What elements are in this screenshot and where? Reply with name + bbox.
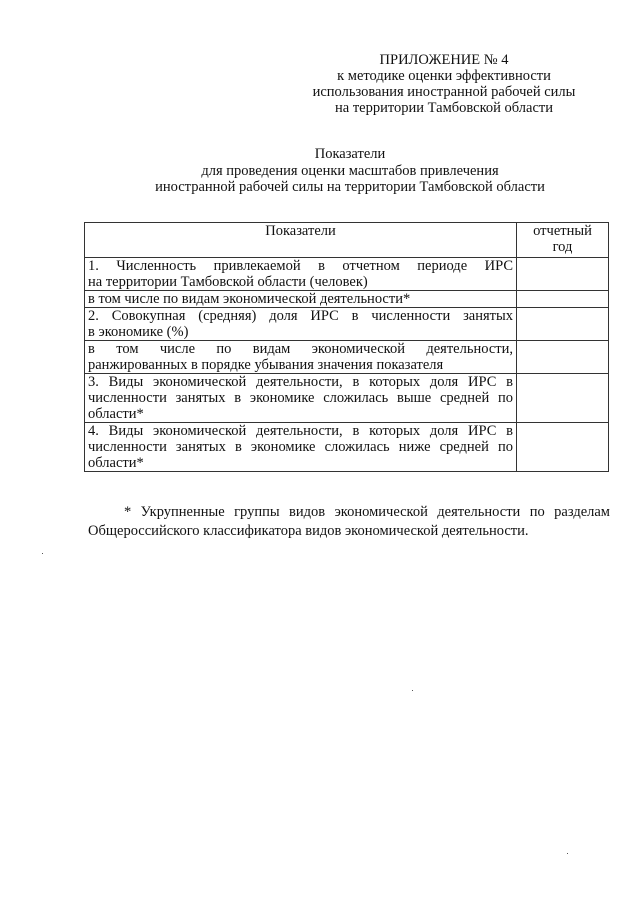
indicator-line-1: 1. Численность привлекаемой в отчетном периоде ИРС [88, 258, 513, 274]
scan-speck [42, 553, 43, 554]
document-title [90, 146, 610, 195]
indicator-line-2: численности занятых в экономике сложилась ниже средней по [88, 439, 513, 455]
table-row [85, 423, 609, 472]
appendix-line-2: к методике оценки эффективности [337, 68, 551, 84]
header-year-line-2: год [552, 239, 573, 255]
indicator-line-1: в том числе по видам экономической деятельности, [88, 341, 513, 357]
indicator-line-2: численности занятых в экономике сложилась выше средней по [88, 390, 513, 406]
title-subtitle-2: иностранной рабочей силы на территории Тамбовской области [155, 179, 545, 195]
header-indicators: Показатели [85, 223, 517, 258]
indicator-line-2: в экономике (%) [88, 324, 189, 340]
indicator-cell [85, 258, 517, 291]
indicator-cell [85, 423, 517, 472]
indicator-cell [85, 374, 517, 423]
table-row [85, 308, 609, 341]
table-row [85, 258, 609, 291]
appendix-line-3: использования иностранной рабочей силы [312, 84, 576, 100]
indicator-line-3: области* [88, 455, 144, 471]
scan-speck [567, 853, 568, 854]
value-cell [517, 291, 609, 308]
value-cell [517, 374, 609, 423]
indicator-cell [85, 291, 517, 308]
table-row [85, 341, 609, 374]
footnote: * Укрупненные группы видов экономической деятельности по разделам Общероссийского классификатора видов экономической деятельности. [88, 504, 610, 539]
header-year-line-1: отчетный [533, 223, 592, 239]
indicator-cell [85, 308, 517, 341]
indicator-line-1: 2. Совокупная (средняя) доля ИРС в численности занятых [88, 308, 513, 324]
title-subtitle-1: для проведения оценки масштабов привлечения [201, 163, 499, 179]
indicators-table [84, 222, 609, 472]
table-header-row [85, 223, 609, 258]
indicator-cell [85, 341, 517, 374]
indicator-line-1: 3. Виды экономической деятельности, в которых доля ИРС в [88, 374, 513, 390]
value-cell [517, 341, 609, 374]
indicator-line-2: ранжированных в порядке убывания значения показателя [88, 357, 444, 373]
title-main: Показатели [314, 146, 386, 162]
indicator-line-2: на территории Тамбовской области (человек) [88, 274, 368, 290]
header-reporting-year [517, 223, 609, 258]
appendix-header [304, 52, 584, 116]
table-row [85, 374, 609, 423]
indicator-line-3: области* [88, 406, 144, 422]
scan-speck [412, 690, 413, 691]
indicator-line-1: 4. Виды экономической деятельности, в которых доля ИРС в [88, 423, 513, 439]
appendix-number: ПРИЛОЖЕНИЕ № 4 [379, 52, 509, 68]
value-cell [517, 423, 609, 472]
table-row [85, 291, 609, 308]
appendix-line-4: на территории Тамбовской области [335, 100, 553, 116]
value-cell [517, 258, 609, 291]
indicator-line-1: в том числе по видам экономической деятельности* [88, 291, 411, 307]
value-cell [517, 308, 609, 341]
